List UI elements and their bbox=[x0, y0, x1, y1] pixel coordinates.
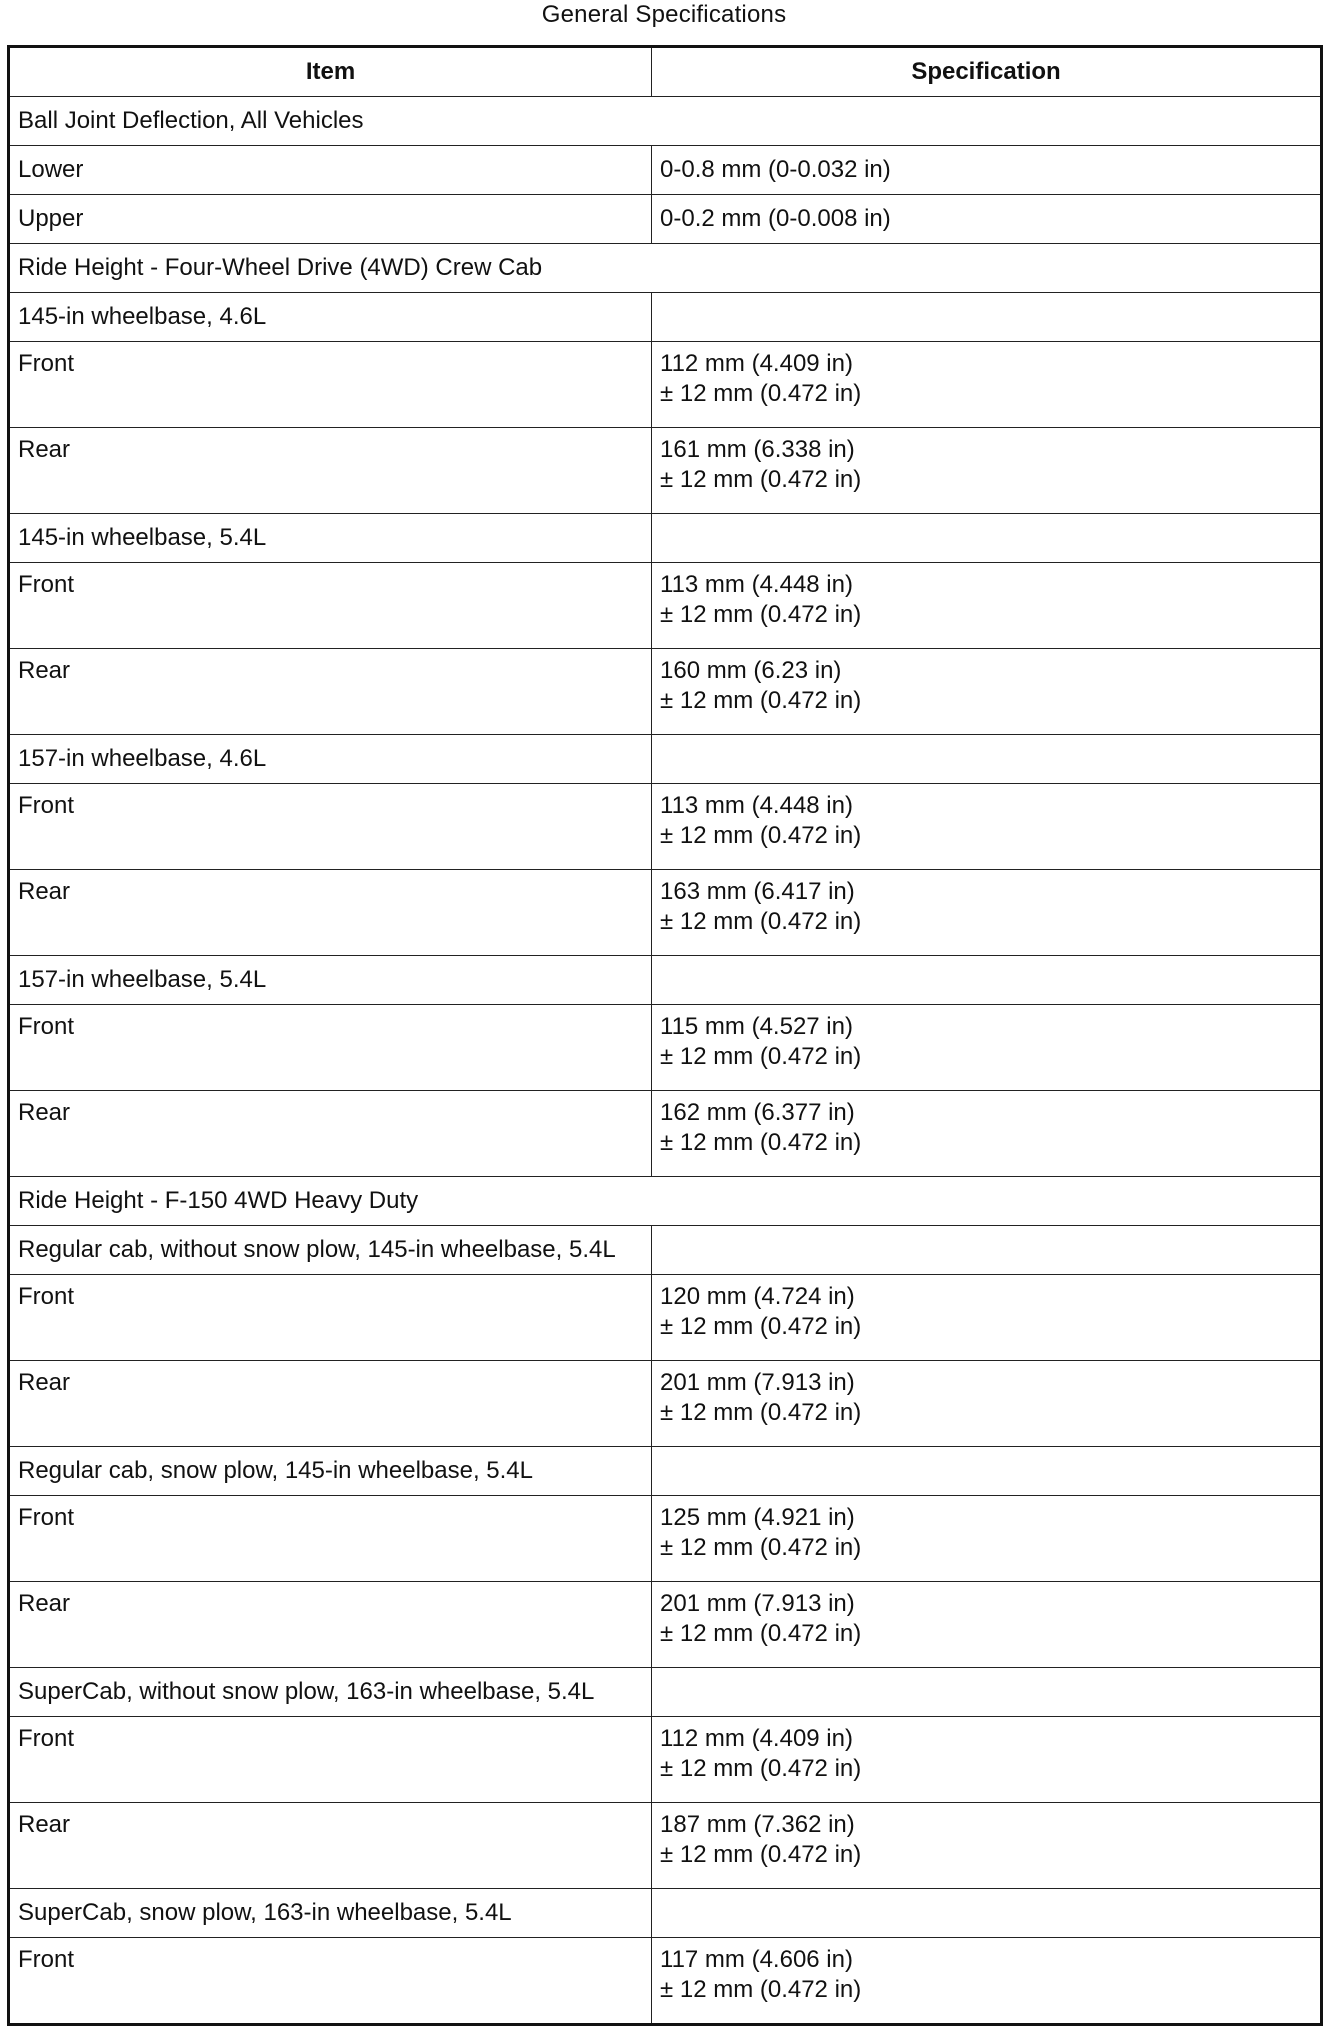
table-row bbox=[9, 1361, 1322, 1447]
spec-tolerance: ± 12 mm (0.472 in) bbox=[660, 466, 862, 493]
item-cell: Lower bbox=[9, 146, 652, 195]
config-label: Regular cab, snow plow, 145-in wheelbase, 5.4L bbox=[9, 1447, 652, 1496]
spec-tolerance: ± 12 mm (0.472 in) bbox=[660, 1313, 862, 1340]
table-row bbox=[9, 1005, 1322, 1091]
spec-tolerance: ± 12 mm (0.472 in) bbox=[660, 1129, 862, 1156]
section-heading: Ride Height - F-150 4WD Heavy Duty bbox=[9, 1177, 1322, 1226]
config-label: 145-in wheelbase, 5.4L bbox=[9, 514, 652, 563]
section-row bbox=[9, 97, 1322, 146]
column-header-item: Item bbox=[9, 47, 652, 97]
config-row bbox=[9, 1889, 1322, 1938]
spec-value: 161 mm (6.338 in) bbox=[660, 436, 855, 463]
empty-cell bbox=[652, 1889, 1322, 1938]
empty-cell bbox=[652, 514, 1322, 563]
item-cell: Front bbox=[9, 1005, 652, 1091]
item-cell: Front bbox=[9, 1275, 652, 1361]
item-cell: Front bbox=[9, 342, 652, 428]
item-cell: Front bbox=[9, 1496, 652, 1582]
spec-tolerance: ± 12 mm (0.472 in) bbox=[660, 822, 862, 849]
spec-value: 120 mm (4.724 in) bbox=[660, 1283, 855, 1310]
spec-cell: 0-0.8 mm (0-0.032 in) bbox=[652, 146, 1322, 195]
spec-cell bbox=[652, 1582, 1322, 1668]
spec-value: 113 mm (4.448 in) bbox=[660, 571, 853, 598]
config-label: SuperCab, snow plow, 163-in wheelbase, 5.4L bbox=[9, 1889, 652, 1938]
config-row bbox=[9, 735, 1322, 784]
table-row bbox=[9, 1717, 1322, 1803]
spec-value: 162 mm (6.377 in) bbox=[660, 1099, 855, 1126]
spec-cell bbox=[652, 428, 1322, 514]
config-label: 145-in wheelbase, 4.6L bbox=[9, 293, 652, 342]
config-row bbox=[9, 293, 1322, 342]
table-row bbox=[9, 784, 1322, 870]
spec-value: 112 mm (4.409 in) bbox=[660, 1725, 853, 1752]
table-row bbox=[9, 1091, 1322, 1177]
spec-tolerance: ± 12 mm (0.472 in) bbox=[660, 1620, 862, 1647]
spec-cell bbox=[652, 1496, 1322, 1582]
table-row bbox=[9, 1496, 1322, 1582]
section-row bbox=[9, 244, 1322, 293]
spec-tolerance: ± 12 mm (0.472 in) bbox=[660, 908, 862, 935]
spec-cell bbox=[652, 784, 1322, 870]
spec-tolerance: ± 12 mm (0.472 in) bbox=[660, 1534, 862, 1561]
empty-cell bbox=[652, 956, 1322, 1005]
spec-cell bbox=[652, 1717, 1322, 1803]
page-title: General Specifications bbox=[541, 1, 787, 28]
config-row bbox=[9, 514, 1322, 563]
table-row bbox=[9, 1803, 1322, 1889]
spec-tolerance: ± 12 mm (0.472 in) bbox=[660, 1399, 862, 1426]
spec-tolerance: ± 12 mm (0.472 in) bbox=[660, 1043, 862, 1070]
table-row bbox=[9, 563, 1322, 649]
table-row bbox=[9, 342, 1322, 428]
table-row bbox=[9, 428, 1322, 514]
item-cell: Rear bbox=[9, 1361, 652, 1447]
item-cell: Rear bbox=[9, 1582, 652, 1668]
empty-cell bbox=[652, 735, 1322, 784]
table-row bbox=[9, 870, 1322, 956]
spec-tolerance: ± 12 mm (0.472 in) bbox=[660, 1755, 862, 1782]
empty-cell bbox=[652, 1668, 1322, 1717]
spec-value: 112 mm (4.409 in) bbox=[660, 350, 853, 377]
spec-cell bbox=[652, 563, 1322, 649]
spec-cell bbox=[652, 1803, 1322, 1889]
config-label: SuperCab, without snow plow, 163-in wheelbase, 5.4L bbox=[9, 1668, 652, 1717]
spec-cell bbox=[652, 1091, 1322, 1177]
config-row bbox=[9, 1226, 1322, 1275]
item-cell: Front bbox=[9, 1717, 652, 1803]
spec-tolerance: ± 12 mm (0.472 in) bbox=[660, 1841, 862, 1868]
config-row bbox=[9, 1447, 1322, 1496]
spec-cell bbox=[652, 342, 1322, 428]
specifications-table bbox=[7, 45, 1323, 2026]
config-row bbox=[9, 956, 1322, 1005]
table-row bbox=[9, 649, 1322, 735]
spec-value: 187 mm (7.362 in) bbox=[660, 1811, 855, 1838]
empty-cell bbox=[652, 1226, 1322, 1275]
item-cell: Rear bbox=[9, 428, 652, 514]
config-row bbox=[9, 1668, 1322, 1717]
item-cell: Rear bbox=[9, 1803, 652, 1889]
config-label: Regular cab, without snow plow, 145-in wheelbase, 5.4L bbox=[9, 1226, 652, 1275]
spec-value: 163 mm (6.417 in) bbox=[660, 878, 855, 905]
spec-cell bbox=[652, 1275, 1322, 1361]
spec-tolerance: ± 12 mm (0.472 in) bbox=[660, 601, 862, 628]
config-label: 157-in wheelbase, 4.6L bbox=[9, 735, 652, 784]
spec-value: 113 mm (4.448 in) bbox=[660, 792, 853, 819]
item-cell: Rear bbox=[9, 1091, 652, 1177]
empty-cell bbox=[652, 1447, 1322, 1496]
section-heading: Ride Height - Four-Wheel Drive (4WD) Crew Cab bbox=[9, 244, 1322, 293]
section-row bbox=[9, 1177, 1322, 1226]
table-row bbox=[9, 1582, 1322, 1668]
spec-cell: 0-0.2 mm (0-0.008 in) bbox=[652, 195, 1322, 244]
table-row bbox=[9, 195, 1322, 244]
table-row bbox=[9, 1938, 1322, 2025]
table-header-row bbox=[9, 47, 1322, 97]
item-cell: Rear bbox=[9, 870, 652, 956]
spec-value: 201 mm (7.913 in) bbox=[660, 1590, 855, 1617]
item-cell: Front bbox=[9, 784, 652, 870]
spec-cell bbox=[652, 649, 1322, 735]
spec-tolerance: ± 12 mm (0.472 in) bbox=[660, 1976, 862, 2003]
spec-tolerance: ± 12 mm (0.472 in) bbox=[660, 380, 862, 407]
spec-value: 115 mm (4.527 in) bbox=[660, 1013, 853, 1040]
spec-cell bbox=[652, 1361, 1322, 1447]
table-row bbox=[9, 1275, 1322, 1361]
empty-cell bbox=[652, 293, 1322, 342]
item-cell: Front bbox=[9, 563, 652, 649]
spec-cell bbox=[652, 1938, 1322, 2025]
item-cell: Rear bbox=[9, 649, 652, 735]
spec-value: 160 mm (6.23 in) bbox=[660, 657, 842, 684]
spec-value: 125 mm (4.921 in) bbox=[660, 1504, 855, 1531]
item-cell: Front bbox=[9, 1938, 652, 2025]
item-cell: Upper bbox=[9, 195, 652, 244]
config-label: 157-in wheelbase, 5.4L bbox=[9, 956, 652, 1005]
spec-cell bbox=[652, 1005, 1322, 1091]
spec-value: 117 mm (4.606 in) bbox=[660, 1946, 853, 1973]
table-row bbox=[9, 146, 1322, 195]
column-header-specification: Specification bbox=[652, 47, 1322, 97]
spec-value: 201 mm (7.913 in) bbox=[660, 1369, 855, 1396]
section-heading: Ball Joint Deflection, All Vehicles bbox=[9, 97, 1322, 146]
spec-tolerance: ± 12 mm (0.472 in) bbox=[660, 687, 862, 714]
spec-cell bbox=[652, 870, 1322, 956]
